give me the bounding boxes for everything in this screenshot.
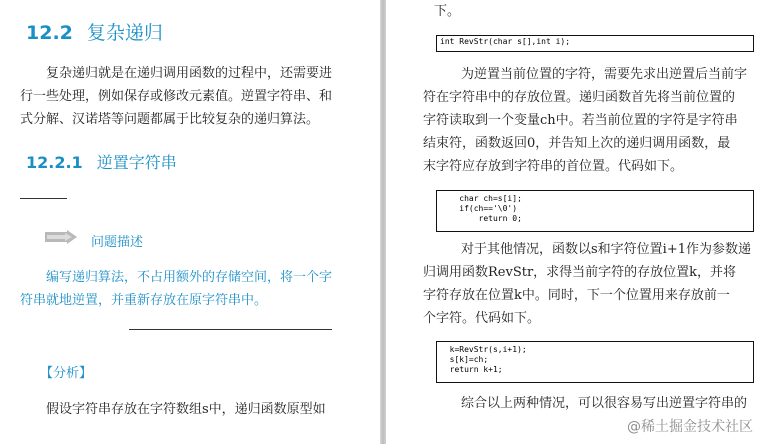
- watermark-text: @稀土掘金技术社区: [627, 419, 753, 435]
- long-divider: [129, 329, 332, 330]
- code-line: char ch=s[i];: [440, 194, 522, 203]
- text-line: 式分解、汉诺塔等问题都属于比较复杂的递归算法。: [20, 112, 320, 127]
- analysis-line: 假设字符串存放在字符数组s中，递归函数原型如: [46, 402, 326, 417]
- subsection-title: 逆置字符串: [96, 153, 177, 172]
- subsection-heading: [26, 150, 177, 173]
- text-line: 符串就地逆置，并重新存放在原字符串中。: [20, 293, 268, 308]
- double-arrow-icon: [45, 230, 77, 244]
- code-line: return k+1;: [440, 365, 503, 374]
- section-heading: [26, 18, 163, 45]
- code-line: int RevStr(char s[],int i);: [440, 37, 571, 46]
- left-page: [0, 0, 380, 444]
- text-line: 归调用函数RevStr，求得当前字符的存放位置k，并将: [423, 265, 737, 280]
- text-line: 末字符应存放到字符串的首位置。代码如下。: [423, 159, 684, 174]
- text-line: 为逆置当前位置的字符，需要先求出逆置后当前字: [461, 67, 748, 82]
- explanation-paragraph-1: [423, 63, 747, 178]
- code-block-prototype: [436, 35, 754, 52]
- right-page: [386, 0, 765, 444]
- text-line: 个字符。代码如下。: [423, 311, 541, 326]
- code-block-recursive-case: [436, 341, 754, 383]
- text-line: 符在字符串中的存放位置。递归函数首先将当前位置的: [423, 90, 736, 105]
- text-line: 字符读取到一个变量ch中。若当前位置的字符是字符串: [423, 113, 738, 128]
- continued-line: 下。: [434, 4, 461, 19]
- explanation-paragraph-2: [423, 238, 751, 330]
- short-divider: [20, 198, 67, 199]
- code-line: return 0;: [440, 214, 522, 223]
- code-line: s[k]=ch;: [440, 355, 489, 364]
- text-line: 编写递归算法，不占用额外的存储空间，将一个字: [46, 270, 333, 285]
- text-line: 对于其他情况，函数以s和字符位置i+1作为参数递: [461, 242, 751, 257]
- code-line: if(ch=='\0'): [440, 204, 518, 213]
- text-line: 复杂递归就是在递归调用函数的过程中，还需要进: [46, 66, 333, 81]
- watermark: [627, 416, 753, 436]
- section-number: 12.2: [26, 22, 73, 44]
- text-line: 结束符，函数返回0，并告知上次的递归调用函数，最: [423, 136, 731, 151]
- code-line: k=RevStr(s,i+1);: [440, 345, 527, 354]
- code-block-base-case: [436, 190, 754, 232]
- intro-paragraph: [20, 62, 332, 131]
- text-line: 行一些处理，例如保存或修改元素值。逆置字符串、和: [20, 89, 333, 104]
- text-line: 字符存放在位置k中。同时，下一个位置用来存放前一: [423, 288, 730, 303]
- problem-label: 问题描述: [91, 235, 144, 250]
- problem-paragraph: [20, 266, 332, 312]
- analysis-label: 【分析】: [40, 366, 93, 381]
- section-title: 复杂递归: [86, 22, 163, 44]
- summary-line: 综合以上两种情况，可以很容易写出逆置字符串的: [461, 396, 748, 411]
- subsection-number: 12.2.1: [26, 153, 83, 172]
